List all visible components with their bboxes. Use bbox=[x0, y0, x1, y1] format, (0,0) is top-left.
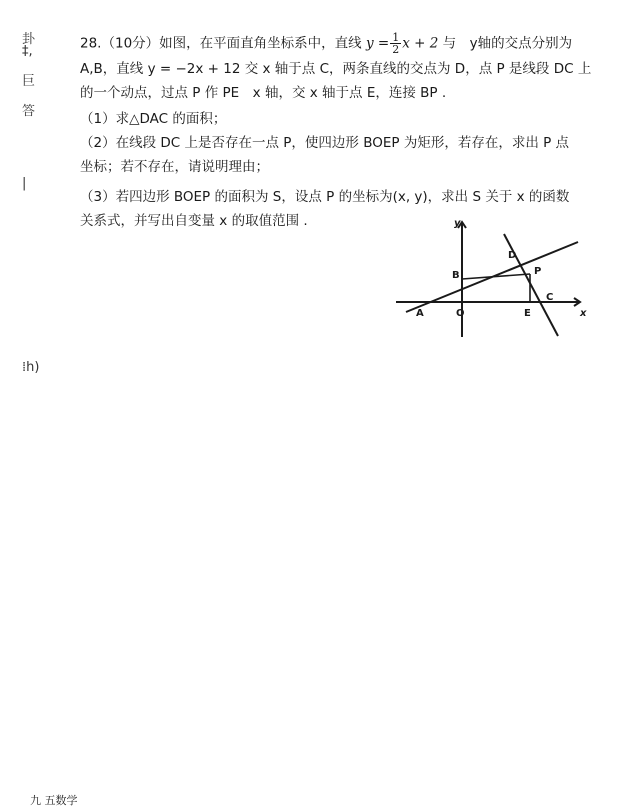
label-a: A bbox=[416, 308, 424, 319]
label-e: E bbox=[524, 308, 531, 319]
label-p: P bbox=[534, 266, 542, 277]
margin-note: ⁞h) bbox=[22, 360, 40, 375]
margin-note: ‡, bbox=[22, 44, 33, 59]
part-3-line-2: 关系式，并写出自变量 x 的取值范围 . bbox=[80, 213, 308, 229]
fraction-denominator: 2 bbox=[392, 43, 400, 56]
part-1: （1）求△DAC 的面积； bbox=[80, 111, 227, 127]
label-x: x bbox=[580, 308, 587, 319]
label-c: C bbox=[546, 292, 554, 303]
fraction-numerator: 1 bbox=[392, 31, 400, 44]
question-line-1 bbox=[80, 32, 594, 55]
margin-note: | bbox=[22, 176, 27, 191]
margin-note: 卦 bbox=[22, 32, 36, 47]
question-points: （10分） bbox=[101, 35, 160, 52]
part-2-line-2: 坐标；若不存在，请说明理由； bbox=[80, 159, 269, 175]
part-2-line-1: （2）在线段 DC 上是否存在一点 P，使四边形 BOEP 为矩形，若存在，求出 P 点 bbox=[80, 135, 570, 151]
label-o: O bbox=[456, 308, 465, 319]
question-text: 如图，在平面直角坐标系中，直线 bbox=[159, 35, 362, 52]
label-b: B bbox=[452, 270, 460, 281]
fraction bbox=[390, 32, 401, 55]
question-line-3: 的一个动点，过点 P 作 PE x 轴，交 x 轴于点 E，连接 BP . bbox=[80, 85, 447, 101]
margin-note: 答 bbox=[22, 104, 36, 119]
label-y: y bbox=[454, 218, 461, 229]
question-line-2: A,B，直线 y = −2x + 12 交 x 轴于点 C，两条直线的交点为 D，点 P 是线段 DC 上 bbox=[80, 61, 592, 77]
equation-part: x + 2 bbox=[402, 35, 439, 52]
margin-note: 巨 bbox=[22, 74, 36, 89]
coordinate-figure bbox=[390, 212, 590, 342]
question-text: 与 y轴的交点分别为 bbox=[442, 35, 573, 52]
question-number: 28. bbox=[80, 35, 102, 52]
equation-part: y = bbox=[365, 35, 390, 52]
page-footer: 九 五数学 bbox=[30, 794, 78, 807]
label-d: D bbox=[508, 250, 517, 261]
part-3-line-1: （3）若四边形 BOEP 的面积为 S，设点 P 的坐标为(x, y)，求出 S 关于 x 的函数 bbox=[80, 189, 570, 205]
